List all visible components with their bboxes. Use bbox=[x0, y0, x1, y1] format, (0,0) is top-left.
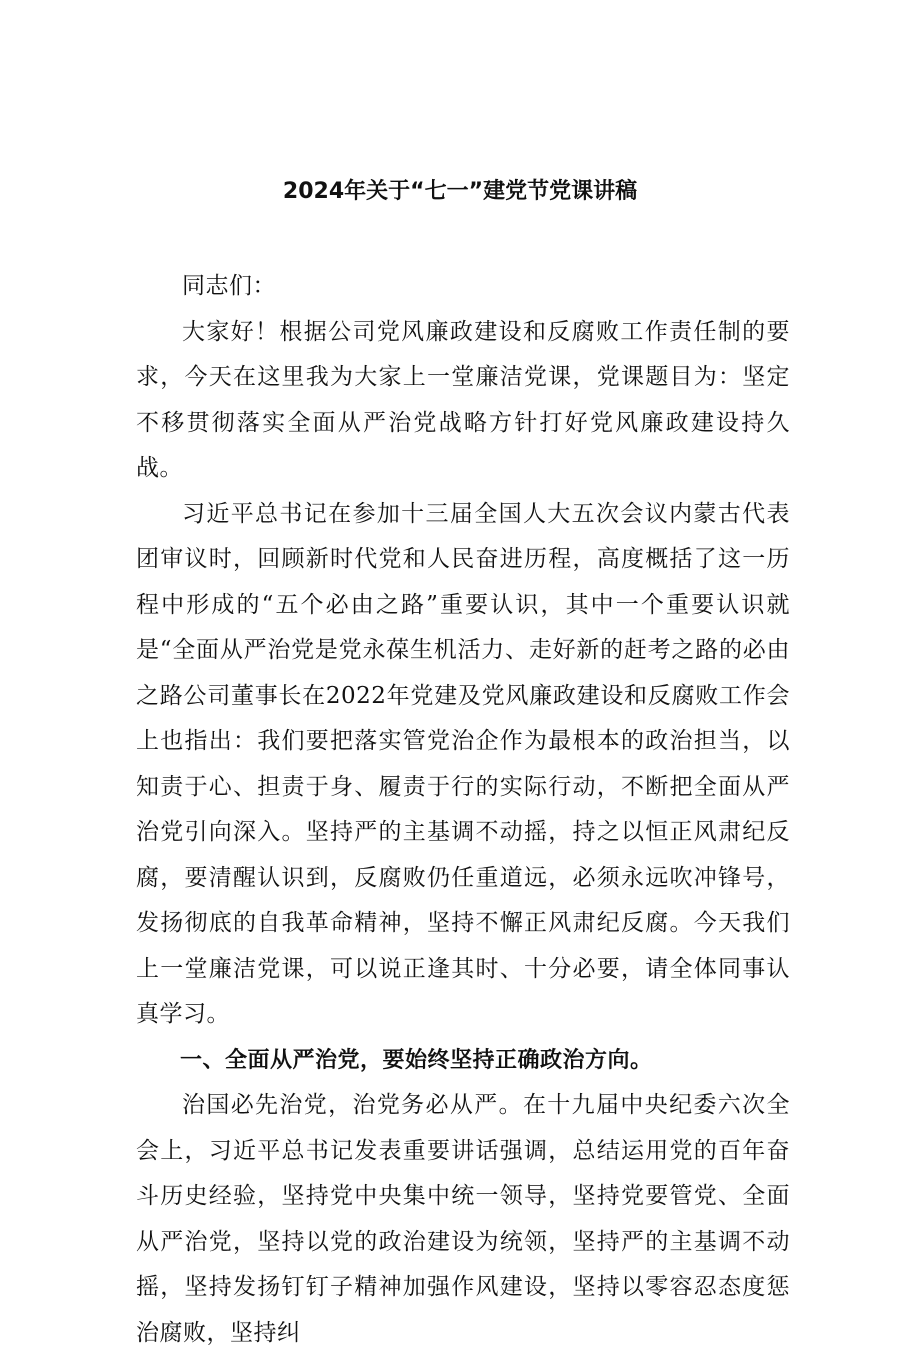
section-paragraph: 治国必先治党，治党务必从严。在十九届中央纪委六次全会上，习近平总书记发表重要讲话强调，总结运用党的百年奋斗历史经验，坚持党中央集中统一领导，坚持党要管党、全面从严治党，坚持以党的政治建设为统领，坚持严的主基调不动摇，坚持发扬钉钉子精神加强作风建设，坚持以零容忍态度惩治腐败，坚持纠 bbox=[136, 1092, 790, 1346]
salutation: 同志们： bbox=[182, 273, 276, 299]
document-body bbox=[136, 264, 790, 1356]
section-heading: 一、全面从严治党，要始终坚持正确政治方向。 bbox=[180, 1047, 653, 1073]
paragraph-background: 习近平总书记在参加十三届全国人大五次会议内蒙古代表团审议时，回顾新时代党和人民奋进历程，高度概括了这一历程中形成的“五个必由之路”重要认识，其中一个重要认识就是“全面从严治党是党永葆生机活力、走好新的赶考之路的必由之路公司董事长在2022年党建及党风廉政建设和反腐败工作会上也指出：我们要把落实管党治企作为最根本的政治担当，以知责于心、担责于身、履责于行的实际行动，不断把全面从严治党引向深入。坚持严的主基调不动摇，持之以恒正风肃纪反腐，要清醒认识到，反腐败仍任重道远，必须永远吹冲锋号，发扬彻底的自我革命精神，坚持不懈正风肃纪反腐。今天我们上一堂廉洁党课，可以说正逢其时、十分必要，请全体同事认真学习。 bbox=[136, 500, 790, 1027]
document-title: 2024年关于“七一”建党节党课讲稿 bbox=[282, 179, 638, 204]
paragraph-intro: 大家好！根据公司党风廉政建设和反腐败工作责任制的要求，今天在这里我为大家上一堂廉洁党课，党课题目为：坚定不移贯彻落实全面从严治党战略方针打好党风廉政建设持久战。 bbox=[136, 318, 790, 481]
